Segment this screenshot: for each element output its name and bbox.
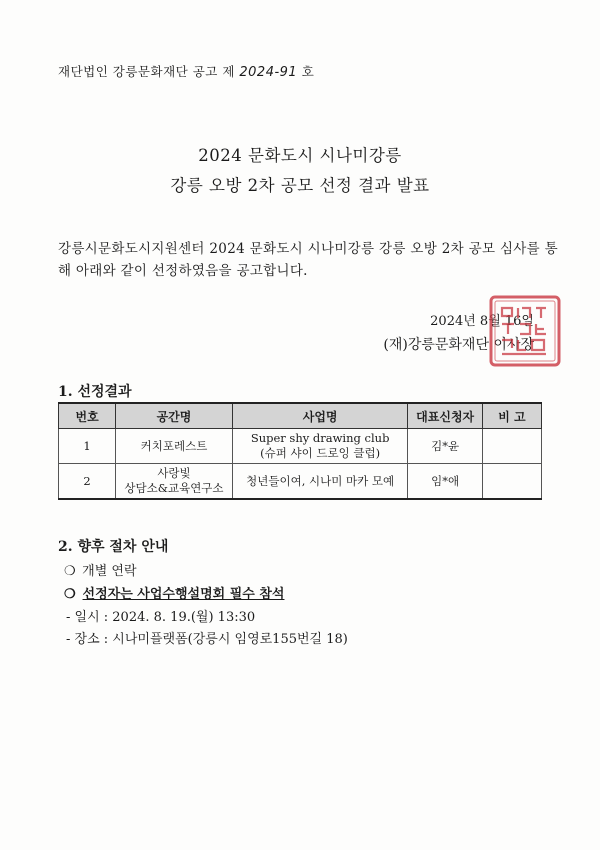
space-name-line-2: 상담소&교육연구소 (124, 481, 224, 495)
column-header-space-name: 공간명 (116, 403, 233, 429)
announcement-body: 강릉시문화도시지원센터 2024 문화도시 시나미강릉 강릉 오방 2차 공모 심사를 통해 아래와 같이 선정하였음을 공고합니다. (58, 241, 558, 279)
project-name-line-1: Super shy drawing club (250, 431, 390, 445)
section-2-heading: 2. 향후 절차 안내 (58, 539, 169, 555)
column-header-note: 비 고 (482, 403, 541, 429)
procedure-item-label: 선정자는 사업수행설명회 필수 참석 (82, 587, 285, 602)
briefing-location: - 장소 : 시나미플랫폼(강릉시 임영로155번길 18) (66, 632, 348, 647)
cell-space-name (116, 464, 233, 500)
procedure-item-briefing (64, 583, 284, 602)
title-line-2: 강릉 오방 2차 공모 선정 결과 발표 (170, 176, 430, 195)
procedure-item-contact (64, 560, 137, 579)
project-name-line-2: (슈퍼 샤이 드로잉 클럽) (260, 446, 381, 460)
cell-representative: 김*윤 (408, 429, 482, 464)
title-line-1: 2024 문화도시 시나미강릉 (198, 146, 402, 165)
briefing-datetime: - 일시 : 2024. 8. 19.(월) 13:30 (66, 610, 256, 625)
circle-bullet-icon: ❍ (64, 564, 76, 579)
issuer-name: (재)강릉문화재단 이사장 (383, 337, 534, 353)
notice-number (58, 62, 314, 80)
cell-representative: 임*애 (408, 464, 482, 500)
notice-number-prefix: 재단법인 강릉문화재단 공고 제 (58, 64, 235, 79)
cell-space-name: 커치포레스트 (116, 429, 233, 464)
column-header-project-name: 사업명 (232, 403, 408, 429)
notice-number-handwritten: 2024-91 (239, 65, 298, 80)
procedure-item-label: 개별 연락 (82, 564, 137, 579)
space-name-line-1: 사랑빛 (157, 466, 191, 480)
table-row (59, 429, 542, 464)
cell-note (482, 464, 541, 500)
notice-number-suffix: 호 (301, 64, 315, 79)
cell-project-name (232, 429, 408, 464)
cell-number: 2 (59, 464, 116, 500)
table-row (59, 464, 542, 500)
cell-number: 1 (59, 429, 116, 464)
table-header-row (59, 403, 542, 429)
section-1-heading: 1. 선정결과 (58, 384, 132, 400)
circle-bullet-icon: ❍ (64, 587, 76, 602)
official-seal-icon (488, 294, 562, 368)
column-header-representative: 대표신청자 (408, 403, 482, 429)
cell-project-name: 청년들이여, 시나미 마카 모예 (232, 464, 408, 500)
column-header-number: 번호 (59, 403, 116, 429)
selection-result-table (58, 402, 542, 500)
cell-note (482, 429, 541, 464)
announcement-date: 2024년 8월 16일 (430, 314, 534, 329)
